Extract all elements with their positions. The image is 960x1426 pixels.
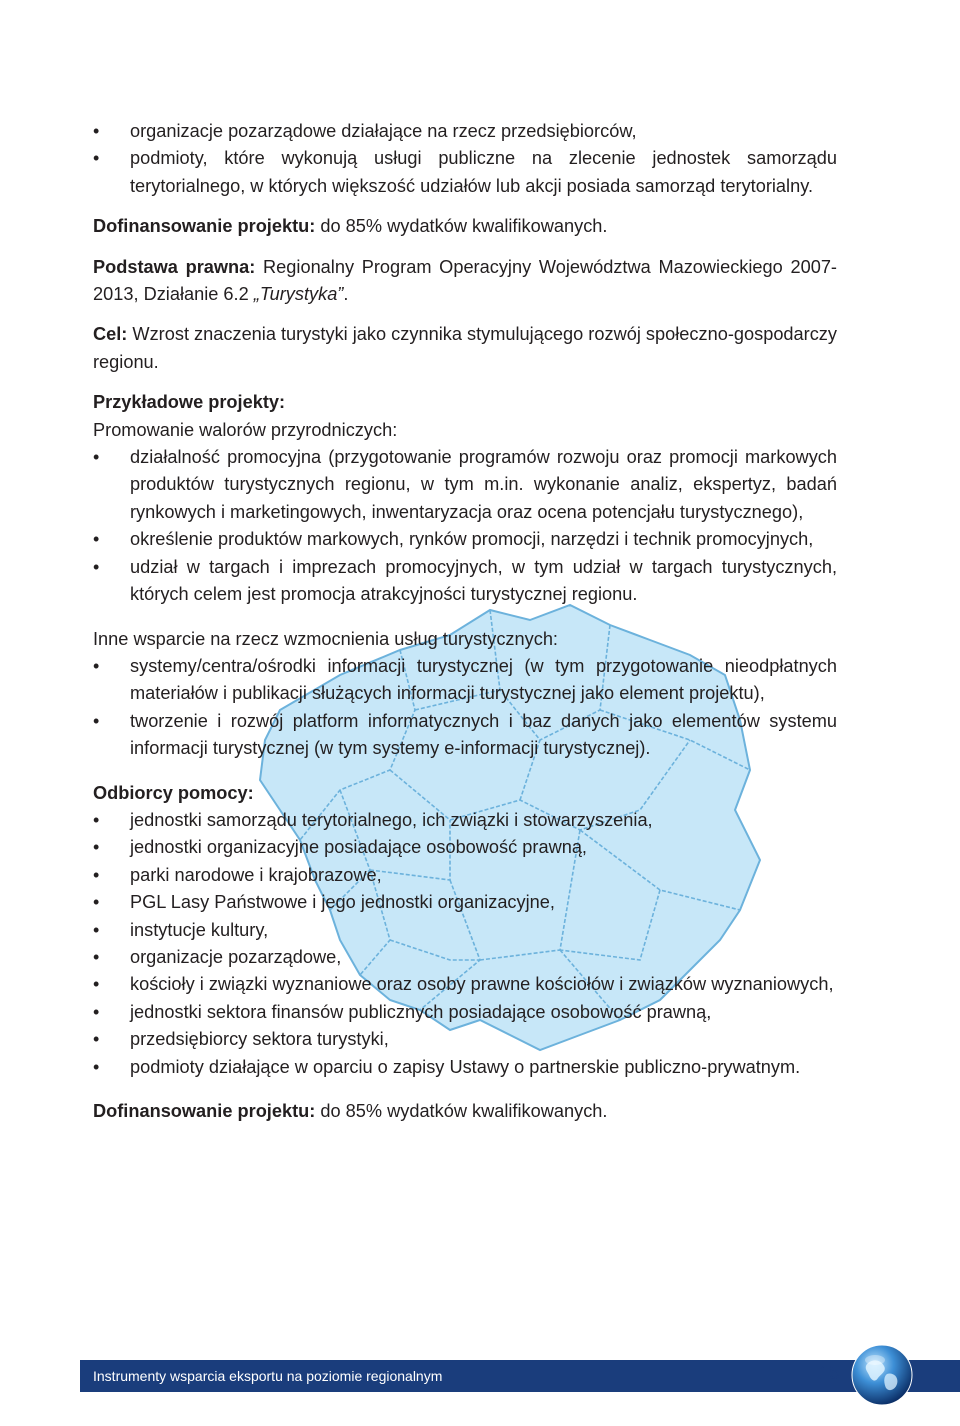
examples-bullet-list — [93, 444, 837, 608]
list-item: • tworzenie i rozwój platform informatycznych i baz danych jako elementów systemu informacji turystycznej (w tym systemy e-informacji turystycznej). — [93, 708, 837, 763]
document-body — [93, 118, 837, 1125]
page-number: 15 — [818, 1363, 840, 1384]
goal-label: Cel: — [93, 324, 128, 345]
cofinancing-label: Dofinansowanie projektu: — [93, 216, 316, 237]
list-item: • udział w targach i imprezach promocyjnych, w tym udział w targach turystycznych, których celem jest promocja atrakcyjności turystycznej regionu. — [93, 554, 837, 609]
list-item: • organizacje pozarządowe, — [93, 944, 837, 971]
footer-title: Instrumenty wsparcia eksportu na poziomie regionalnym — [93, 1368, 443, 1384]
list-item: • instytucje kultury, — [93, 917, 837, 944]
cofinancing-text: do 85% wydatków kwalifikowanych. — [315, 216, 608, 237]
list-item: • jednostki organizacyjne posiadające osobowość prawną, — [93, 834, 837, 861]
list-item: • określenie produktów markowych, rynków promocji, narzędzi i technik promocyjnych, — [93, 526, 837, 553]
cofinancing-label: Dofinansowanie projektu: — [93, 1101, 316, 1121]
list-item: • systemy/centra/ośrodki informacji turystycznej (w tym przygotowanie nieodpłatnych materiałów i publikacji służących informacji turystycznej jako element projektu), — [93, 653, 837, 708]
list-item: • PGL Lasy Państwowe i jego jednostki organizacyjne, — [93, 889, 837, 916]
recipients-label: Odbiorcy pomocy: — [93, 782, 254, 803]
list-item: • podmioty, które wykonują usługi publiczne na zlecenie jednostek samorządu terytorialnego, w których większość udziałów lub akcji posiada samorząd terytorialny. — [93, 145, 837, 200]
other-support-heading: Inne wsparcie na rzecz wzmocnienia usług turystycznych: — [93, 628, 558, 649]
other-support-bullet-list — [93, 653, 837, 763]
cofinancing-paragraph-1 — [93, 213, 837, 240]
list-item: • kościoły i związki wyznaniowe oraz osoby prawne kościołów i związków wyznaniowych, — [93, 971, 837, 998]
list-item: • podmioty działające w oparciu o zapisy Ustawy o partnerskie publiczno-prywatnym. — [93, 1054, 837, 1081]
list-item: • działalność promocyjna (przygotowanie programów rozwoju oraz promocji markowych produktów turystycznych regionu, w tym m.in. wykonanie analiz, ekspertyz, badań rynkowych i marketingowych, inwentaryzacja oraz ocena potencjału turystycznego), — [93, 444, 837, 526]
list-item: • przedsiębiorcy sektora turystyki, — [93, 1026, 837, 1053]
goal-text: Wzrost znaczenia turystyki jako czynnika stymulującego rozwój społeczno-gospodarczy regionu. — [93, 324, 837, 372]
recipients-bullet-list — [93, 807, 837, 1081]
examples-label: Przykładowe projekty: — [93, 392, 286, 413]
cofinancing-text: do 85% wydatków kwalifikowanych. — [315, 1101, 608, 1121]
examples-subheading: Promowanie walorów przyrodniczych: — [93, 419, 398, 440]
goal-paragraph — [93, 321, 837, 376]
legal-basis-italic: „Turystyka” — [253, 284, 344, 305]
intro-bullet-list — [93, 118, 837, 200]
legal-basis-label: Podstawa prawna: — [93, 256, 256, 277]
globe-icon — [851, 1344, 913, 1406]
list-item: • organizacje pozarządowe działające na rzecz przedsiębiorców, — [93, 118, 837, 145]
legal-basis-paragraph — [93, 254, 837, 309]
cofinancing-paragraph-2 — [93, 1098, 837, 1125]
legal-basis-text: Regionalny Program Operacyjny Województwa Mazowieckiego 2007-2013, Działanie 6.2 — [93, 256, 837, 305]
list-item: • jednostki samorządu terytorialnego, ich związki i stowarzyszenia, — [93, 807, 837, 834]
list-item: • jednostki sektora finansów publicznych posiadające osobowość prawną, — [93, 999, 837, 1026]
list-item: • parki narodowe i krajobrazowe, — [93, 862, 837, 889]
legal-basis-end: . — [343, 284, 349, 305]
